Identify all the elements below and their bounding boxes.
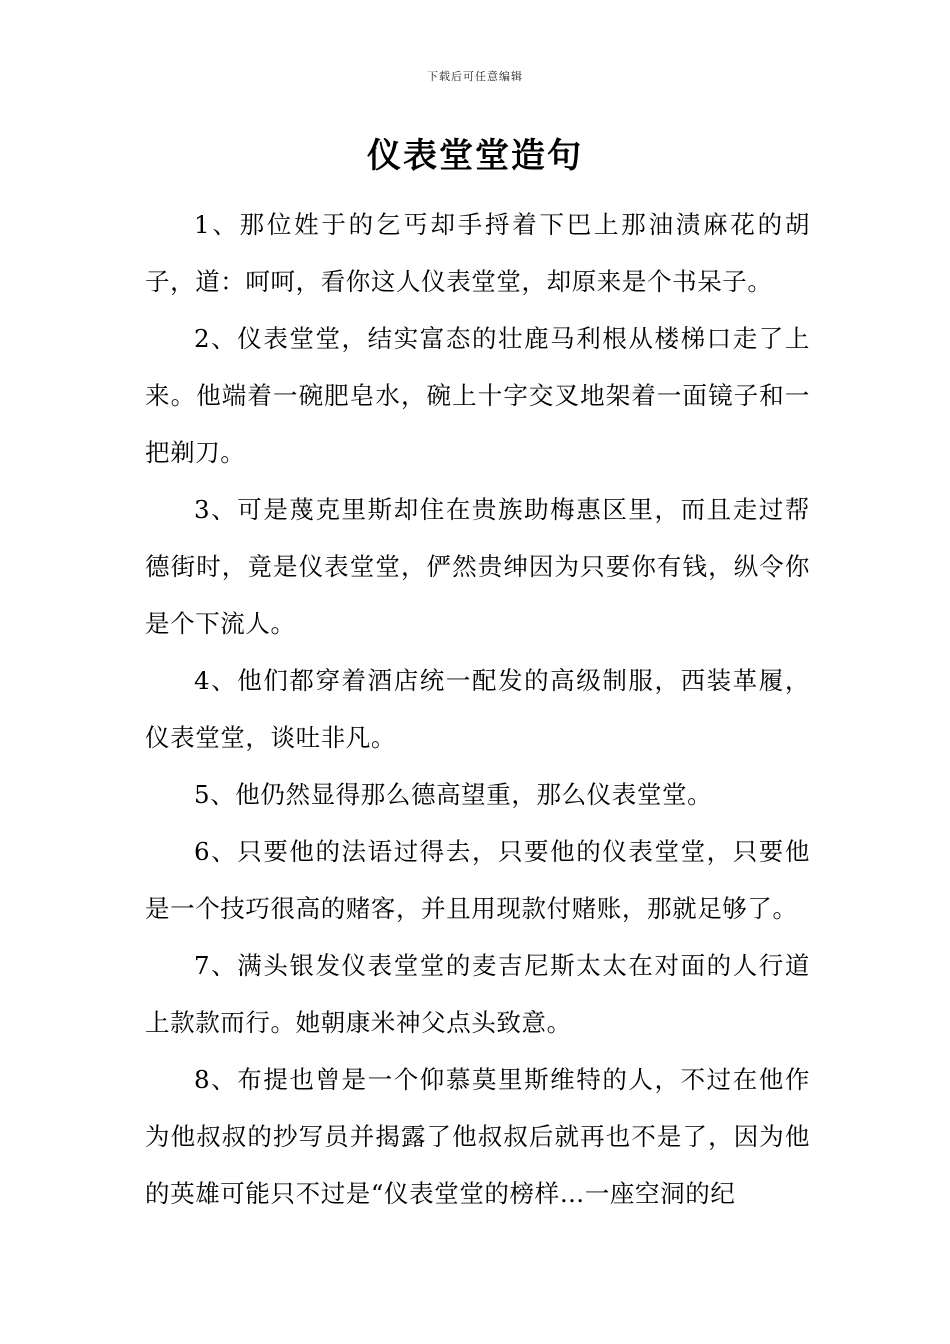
paragraph-6: 6、只要他的法语过得去，只要他的仪表堂堂，只要他是一个技巧很高的赌客，并且用现款付赌账，那就足够了。 xyxy=(145,837,810,923)
paragraph-1: 1、那位姓于的乞丐却手捋着下巴上那油渍麻花的胡子，道：呵呵，看你这人仪表堂堂，却原来是个书呆子。 xyxy=(145,210,810,296)
paragraph-3: 3、可是蔑克里斯却住在贵族助梅惠区里，而且走过帮德街时，竟是仪表堂堂，俨然贵绅因为只要你有钱，纵令你是个下流人。 xyxy=(145,495,810,638)
paragraph-5: 5、他仍然显得那么德高望重，那么仪表堂堂。 xyxy=(194,780,713,809)
paragraph-8: 8、布提也曾是一个仰慕莫里斯维特的人，不过在他作为他叔叔的抄写员并揭露了他叔叔后就再也不是了，因为他的英雄可能只不过是“仪表堂堂的榜样…一座空洞的纪 xyxy=(145,1065,810,1208)
document-title: 仪表堂堂造句 xyxy=(367,136,583,176)
paragraph-7: 7、满头银发仪表堂堂的麦吉尼斯太太在对面的人行道上款款而行。她朝康米神父点头致意。 xyxy=(145,951,810,1037)
document-body xyxy=(145,196,810,1222)
paragraph-2: 2、仪表堂堂，结实富态的壮鹿马利根从楼梯口走了上来。他端着一碗肥皂水，碗上十字交叉地架着一面镜子和一把剃刀。 xyxy=(145,324,810,467)
paragraph-4: 4、他们都穿着酒店统一配发的高级制服，西装革履，仪表堂堂，谈吐非凡。 xyxy=(145,666,810,752)
header-note: 下载后可任意编辑 xyxy=(427,70,523,83)
